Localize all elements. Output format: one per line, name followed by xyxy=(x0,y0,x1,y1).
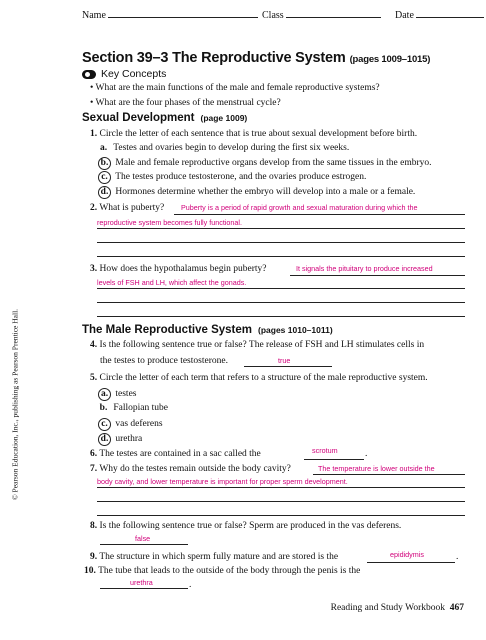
page-title xyxy=(82,50,430,66)
name-blank[interactable] xyxy=(108,8,258,18)
key-icon xyxy=(82,70,96,79)
answer-rule xyxy=(290,275,465,276)
circle-mark: d. xyxy=(98,433,111,446)
page-number: 467 xyxy=(449,603,464,613)
question-4: 4. Is the following sentence true or false? The release of FSH and LH stimulates cells in xyxy=(90,340,425,350)
q5-option-c[interactable]: c. vas deferens xyxy=(100,418,163,431)
question-9: 9. The structure in which sperm fully mature and are stored is the xyxy=(90,552,339,562)
q2-answer-line-1[interactable]: Puberty is a period of rapid growth and sexual maturation during which the xyxy=(181,203,418,212)
question-3: 3. How does the hypothalamus begin puberty? xyxy=(90,264,267,274)
q1-option-b[interactable]: b. Male and female reproductive organs develop from the same tissues in the embryo. xyxy=(100,157,432,170)
answer-rule[interactable] xyxy=(97,316,465,317)
q6-answer[interactable]: scrotum xyxy=(312,446,338,455)
question-2: 2. What is puberty? xyxy=(90,203,165,213)
q4-answer[interactable]: true xyxy=(278,356,291,365)
answer-rule xyxy=(100,588,188,589)
q2-answer-line-2[interactable]: reproductive system becomes fully functional. xyxy=(97,218,243,227)
answer-rule xyxy=(97,228,465,229)
answer-rule xyxy=(304,459,364,460)
footer-text: Reading and Study Workbook xyxy=(330,603,445,613)
q10-end: . xyxy=(189,580,192,590)
question-8: 8. Is the following sentence true or false? Sperm are produced in the vas deferens. xyxy=(90,521,402,531)
q5-option-d[interactable]: d. urethra xyxy=(100,433,142,446)
q6-end: . xyxy=(365,449,368,459)
key-concept-item: • What are the main functions of the male and female reproductive systems? xyxy=(90,83,380,93)
class-field xyxy=(262,8,381,21)
q1-option-c[interactable]: c. The testes produce testosterone, and the ovaries produce estrogen. xyxy=(100,171,366,184)
answer-rule[interactable] xyxy=(97,242,465,243)
circle-mark: b. xyxy=(98,157,111,170)
copyright-sidebar: © Pearson Education, Inc., publishing as Pearson Prentice Hall. xyxy=(10,308,20,501)
circle-mark: a. xyxy=(98,388,111,401)
question-7: 7. Why do the testes remain outside the body cavity? xyxy=(90,464,291,474)
q8-answer[interactable]: false xyxy=(135,534,151,543)
class-label: Class xyxy=(262,10,284,21)
question-5: 5. Circle the letter of each term that refers to a structure of the male reproductive system. xyxy=(90,373,428,383)
q3-answer-line-2[interactable]: levels of FSH and LH, which affect the gonads. xyxy=(97,278,247,287)
answer-rule[interactable] xyxy=(97,256,465,257)
q10-answer[interactable]: urethra xyxy=(130,578,153,587)
circle-mark: d. xyxy=(98,186,111,199)
answer-rule xyxy=(313,474,465,475)
name-label: Name xyxy=(82,10,106,21)
answer-rule xyxy=(244,366,332,367)
q1-option-d[interactable]: d. Hormones determine whether the embryo will develop into a male or a female. xyxy=(100,186,415,199)
answer-rule xyxy=(100,544,188,545)
q1-option-a[interactable]: a. Testes and ovaries begin to develop during the first six weeks. xyxy=(99,143,350,153)
q5-option-b[interactable]: b. Fallopian tube xyxy=(99,403,168,413)
page-footer xyxy=(331,603,464,613)
answer-rule xyxy=(367,562,455,563)
key-concepts-label: Key Concepts xyxy=(101,68,167,80)
question-6: 6. The testes are contained in a sac called the xyxy=(90,449,261,459)
section-heading-male-reproductive-system: The Male Reproductive System (pages 1010–1011) xyxy=(82,324,333,336)
q5-option-a[interactable]: a. testes xyxy=(100,388,136,401)
date-field xyxy=(395,8,484,21)
key-concepts xyxy=(82,68,166,80)
q3-answer-line-1[interactable]: It signals the pituitary to produce increased xyxy=(296,264,433,273)
class-blank[interactable] xyxy=(286,8,381,18)
name-field xyxy=(82,8,258,21)
q7-answer-line-1[interactable]: The temperature is lower outside the xyxy=(318,464,435,473)
question-10: 10. The tube that leads to the outside of the body through the penis is the xyxy=(84,566,361,576)
circle-mark: c. xyxy=(98,171,111,184)
answer-rule xyxy=(174,214,465,215)
answer-rule xyxy=(97,487,465,488)
answer-rule[interactable] xyxy=(97,501,465,502)
q9-answer[interactable]: epididymis xyxy=(390,550,424,559)
answer-rule[interactable] xyxy=(97,302,465,303)
q9-end: . xyxy=(456,552,459,562)
question-4-line-2: the testes to produce testosterone. xyxy=(100,356,228,366)
date-label: Date xyxy=(395,10,414,21)
circle-mark: c. xyxy=(98,418,111,431)
answer-rule[interactable] xyxy=(97,515,465,516)
key-concept-item: • What are the four phases of the menstrual cycle? xyxy=(90,98,281,108)
answer-rule xyxy=(97,288,465,289)
question-1: 1. Circle the letter of each sentence that is true about sexual development before birth. xyxy=(90,129,418,139)
date-blank[interactable] xyxy=(416,8,484,18)
title-text: Section 39–3 The Reproductive System xyxy=(82,50,346,66)
title-pages: (pages 1009–1015) xyxy=(349,54,431,65)
q7-answer-line-2[interactable]: body cavity, and lower temperature is important for proper sperm development. xyxy=(97,477,348,486)
section-heading-sexual-development: Sexual Development (page 1009) xyxy=(82,112,248,124)
